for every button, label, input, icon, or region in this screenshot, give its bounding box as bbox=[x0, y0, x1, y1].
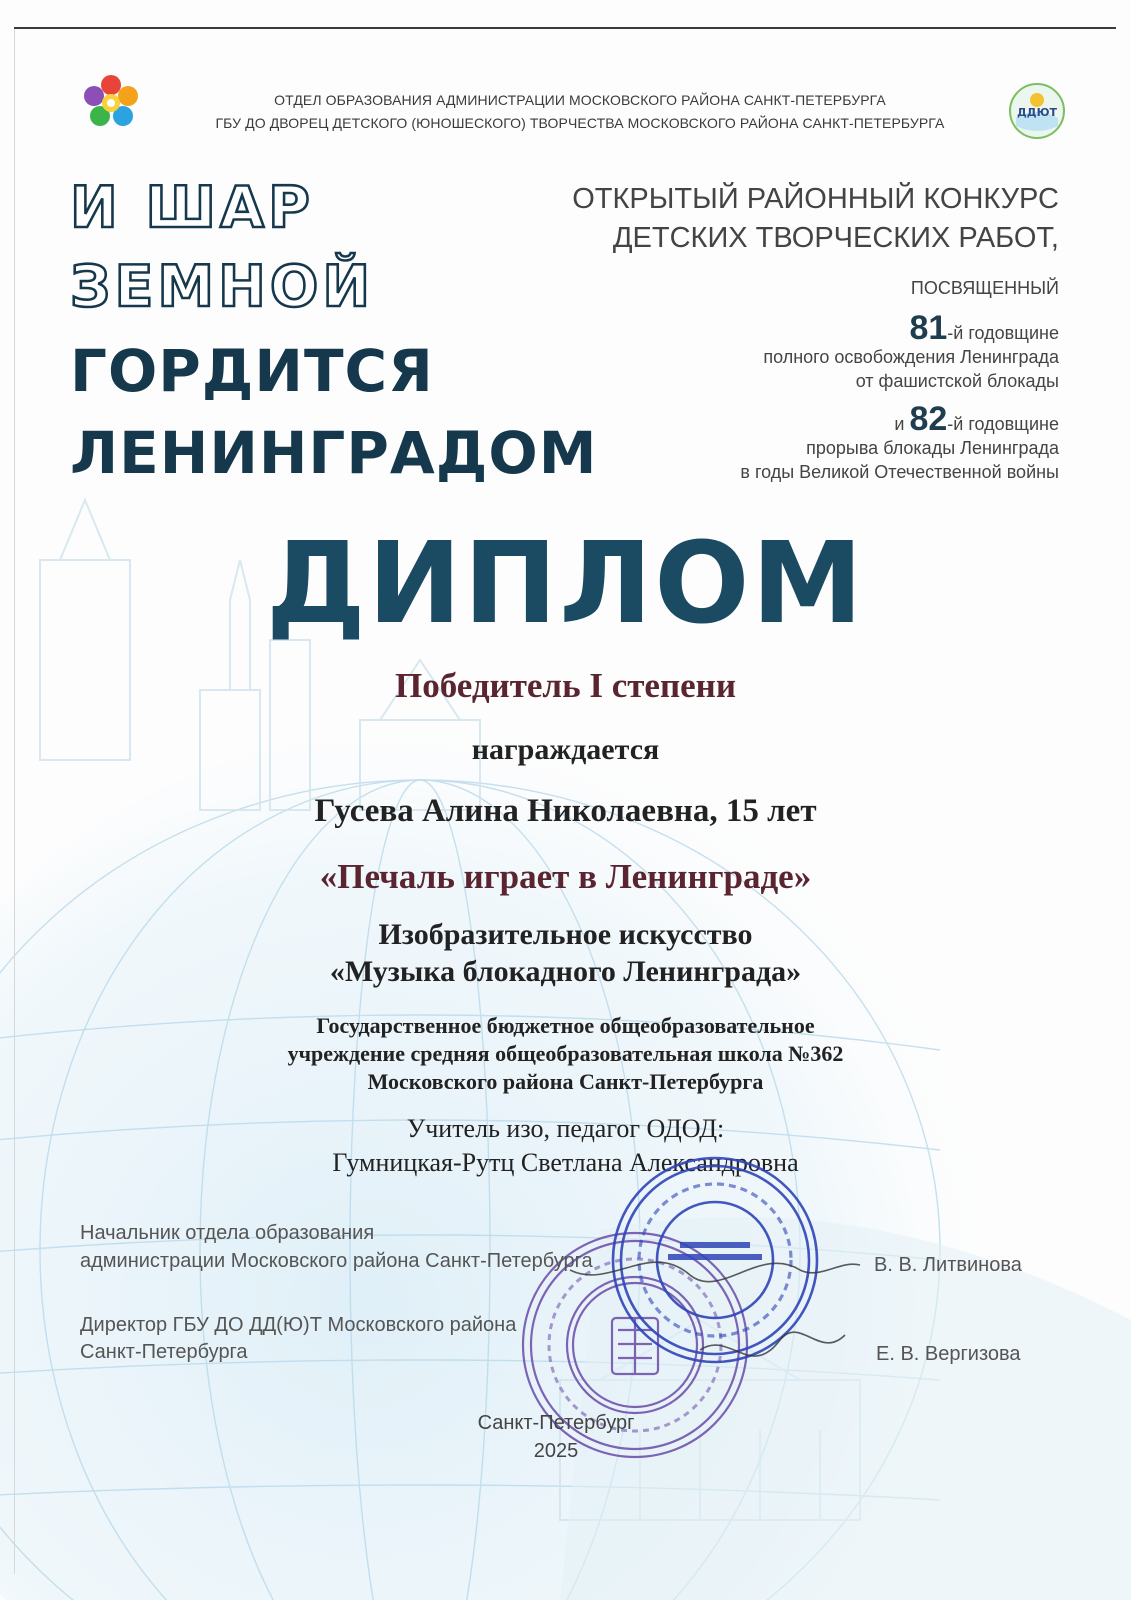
work-title: «Печаль играет в Ленинграде» bbox=[319, 857, 812, 896]
title-word-3: ГОРДИТСЯ bbox=[70, 337, 434, 405]
anniversary-82-prefix: и bbox=[894, 414, 910, 434]
teacher-role: Учитель изо, педагог ОДОД: bbox=[406, 1114, 725, 1143]
anniversary-82 bbox=[894, 400, 1059, 439]
anniversary-81-suffix: -й годовщине bbox=[947, 323, 1059, 343]
signatory-2-title-line-1: Директор ГБУ ДО ДД(Ю)Т Московского района bbox=[80, 1314, 517, 1336]
contest-line-2: ДЕТСКИХ ТВОРЧЕСКИХ РАБОТ, bbox=[612, 222, 1059, 254]
anniversary-82-line-3: в годы Великой Отечественной войны bbox=[740, 462, 1059, 482]
header-line-palace: ГБУ ДО ДВОРЕЦ ДЕТСКОГО (ЮНОШЕСКОГО) ТВОРЧЕСТВА МОСКОВСКОГО РАЙОНА САНКТ-ПЕТЕРБУРГА bbox=[215, 115, 945, 131]
signatory-1-title-line-2: администрации Московского района Санкт-Петербурга bbox=[80, 1250, 593, 1272]
degree-title: Победитель I степени bbox=[395, 666, 736, 705]
signatory-2-title-line-2: Санкт-Петербурга bbox=[80, 1341, 248, 1363]
signatory-2-name: Е. В. Вергизова bbox=[876, 1343, 1021, 1365]
footer-year: 2025 bbox=[533, 1440, 579, 1462]
anniversary-82-number: 82 bbox=[909, 400, 948, 438]
category: «Музыка блокадного Ленинграда» bbox=[329, 955, 802, 988]
anniversary-81-number: 81 bbox=[909, 309, 948, 347]
school-line-2: учреждение средняя общеобразовательная школа №362 bbox=[287, 1041, 844, 1066]
contest-line-1: ОТКРЫТЫЙ РАЙОННЫЙ КОНКУРС bbox=[572, 183, 1059, 215]
recipient-name: Гусева Алина Николаевна, 15 лет bbox=[314, 793, 817, 829]
footer-city: Санкт-Петербург bbox=[477, 1412, 635, 1434]
nomination: Изобразительное искусство bbox=[378, 918, 753, 951]
contest-dedicated: ПОСВЯЩЕННЫЙ bbox=[910, 278, 1059, 298]
ddut-emblem-icon bbox=[1008, 82, 1066, 140]
emblem-text: ДДЮТ bbox=[1016, 106, 1058, 119]
teacher-name: Гумницкая-Рутц Светлана Александровна bbox=[332, 1148, 799, 1177]
anniversary-82-suffix: -й годовщине bbox=[947, 414, 1059, 434]
header-line-department: ОТДЕЛ ОБРАЗОВАНИЯ АДМИНИСТРАЦИИ МОСКОВСКОГО РАЙОНА САНКТ-ПЕТЕРБУРГА bbox=[274, 92, 886, 108]
title-word-1: И ШАР bbox=[70, 175, 314, 241]
signatory-1-title-line-1: Начальник отдела образования bbox=[80, 1222, 375, 1244]
anniversary-81-line-2: полного освобождения Ленинграда bbox=[763, 347, 1059, 367]
anniversary-82-line-2: прорыва блокады Ленинграда bbox=[806, 438, 1059, 458]
flower-logo-icon bbox=[80, 72, 142, 134]
awarded-label: награждается bbox=[471, 733, 660, 766]
anniversary-81 bbox=[909, 309, 1059, 348]
school-line-1: Государственное бюджетное общеобразовательное bbox=[316, 1013, 815, 1038]
school-line-3: Московского района Санкт-Петербурга bbox=[367, 1069, 764, 1094]
top-border-line bbox=[14, 27, 1116, 29]
title-word-4: ЛЕНИНГРАДОМ bbox=[70, 419, 598, 487]
anniversary-81-line-3: от фашистской блокады bbox=[855, 371, 1059, 391]
signatory-1-name: В. В. Литвинова bbox=[874, 1254, 1022, 1276]
diploma-heading: ДИПЛОМ bbox=[266, 519, 865, 649]
title-word-2: ЗЕМНОЙ bbox=[70, 254, 375, 320]
